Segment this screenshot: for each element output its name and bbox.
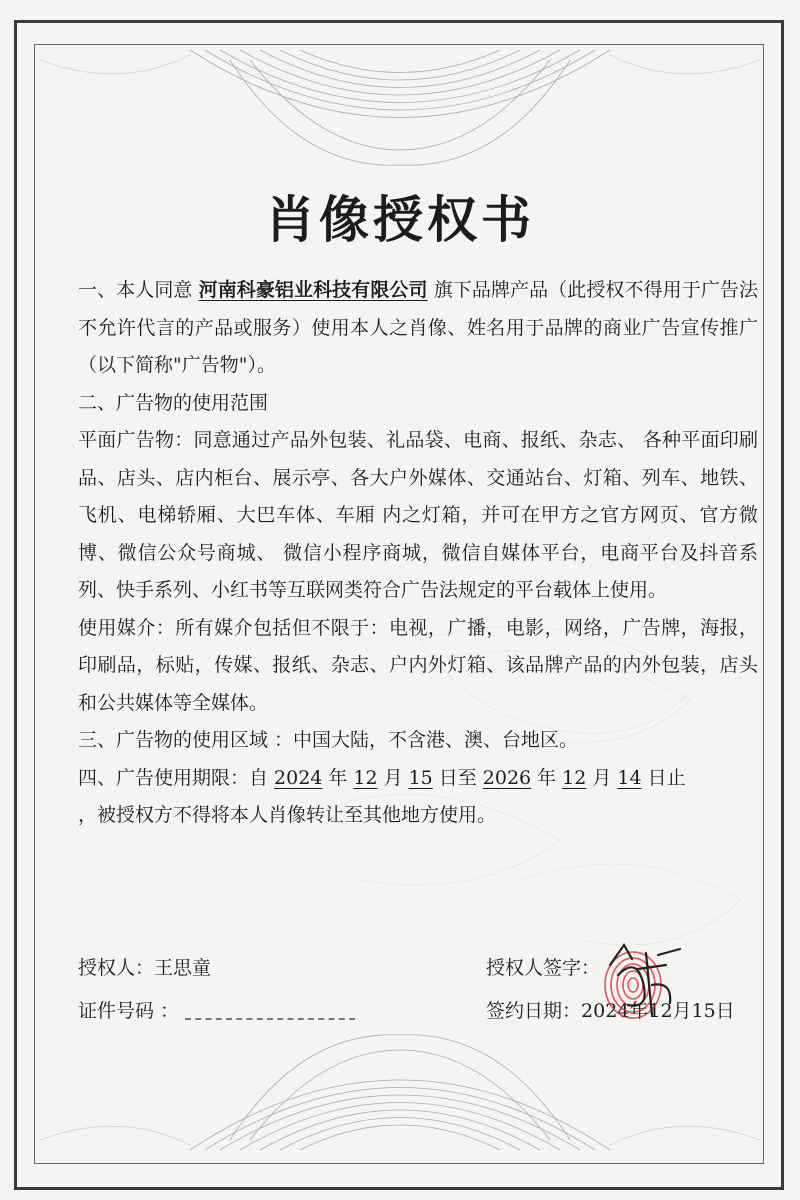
signature-label: 授权人签字： <box>486 957 601 979</box>
grantor-label: 授权人： <box>78 957 155 979</box>
clause-4-continuation: ，被授权方不得将本人肖像转让至其他地方使用。 <box>78 804 497 826</box>
clause-4: 四、广告使用期限：自 2024 年 12 月 15 日至 2026 年 12 月 14 日止 <box>78 766 686 789</box>
media-paragraph: 使用媒介：所有媒介包括但不限于：电视，广播，电影，网络，广告牌，海报，印刷品，标贴，传媒、报纸、杂志、户内外灯箱、该品牌产品的内外包装，店头和公共媒体等全媒体。 <box>78 616 758 714</box>
clause-3: 三、广告物的使用区域 ：中国大陆，不含港、澳、台地区。 <box>78 729 579 751</box>
start-day: 15 <box>408 766 433 789</box>
start-year: 2024 <box>274 766 323 789</box>
red-fingerprint-seal <box>588 925 698 1035</box>
company-name: 河南科豪铝业科技有限公司 <box>198 279 428 301</box>
clause-2-heading: 二、广告物的使用范围 <box>78 391 269 414</box>
document-title: 肖像授权书 <box>265 191 535 249</box>
signature-label-line <box>486 953 600 980</box>
id-number-line <box>78 996 355 1023</box>
end-year: 2026 <box>482 766 532 789</box>
id-label: 证件号码 ： <box>78 1000 180 1022</box>
print-ads-paragraph: 平面广告物：同意通过产品外包装、礼品袋、电商、报纸、杂志、 各种平面印刷品、店头、店内柜台、展示亭、各大户外媒体、交通站台、灯箱、列车、地铁、飞机、电梯轿厢、大巴车体、车厢 内之灯箱，并可在甲方之官方网页、官方微博、微信公众号商城、 微信小程序商城，微信自媒体平台，电商平台及抖音系列、快手系列、小红书等互联网类符合广告法规定的平台载体上使用。 <box>78 429 758 601</box>
end-day: 14 <box>617 766 642 789</box>
sign-date-value: 2024年12月15日 <box>581 1000 735 1022</box>
end-month: 12 <box>562 766 587 789</box>
redacted-id-number <box>185 1004 355 1020</box>
grantor-line <box>78 953 211 980</box>
clause-1: 一、本人同意 河南科豪铝业科技有限公司 旗下品牌产品（此授权不得用于广告法不允许代言的产品或服务）使用本人之肖像、姓名用于品牌的商业广告宣传推广（以下简称"广告物"）。 <box>78 279 758 376</box>
grantor-name: 王思童 <box>154 957 212 979</box>
start-month: 12 <box>353 766 378 789</box>
document-body <box>78 272 758 835</box>
sign-date-label: 签约日期： <box>486 1000 582 1022</box>
